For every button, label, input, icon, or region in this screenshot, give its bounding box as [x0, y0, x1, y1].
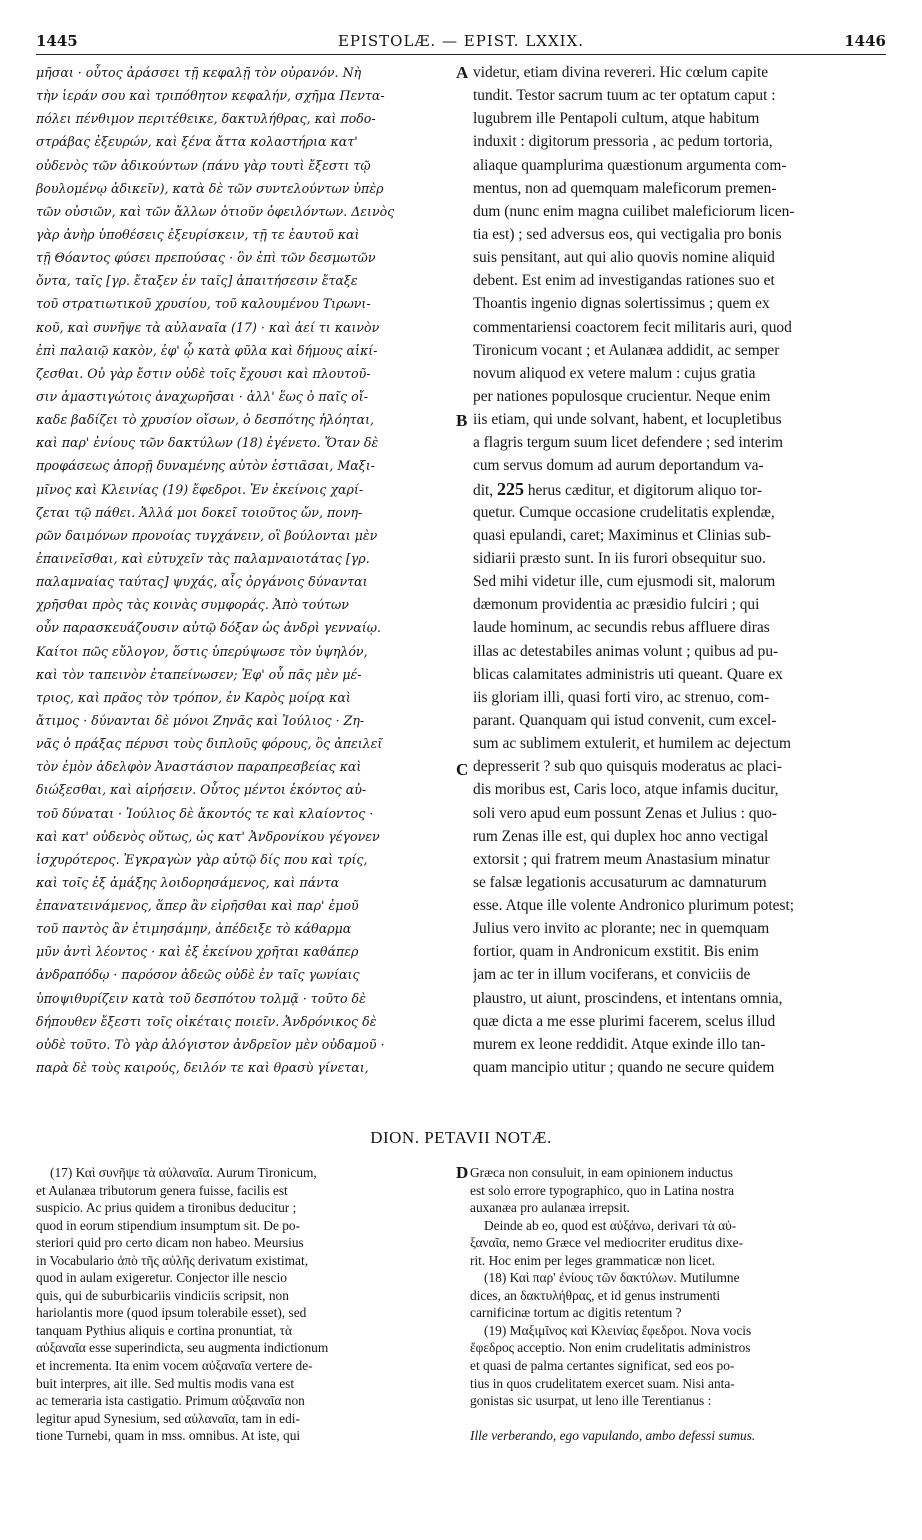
notes-title: DION. PETAVII NOTÆ.	[370, 1128, 552, 1147]
greek-line: τοῦ στρατιωτικοῦ χρυσίου, τοῦ καλουμένου Τιρωνι-	[36, 296, 371, 312]
note-line: hariolantis more (quod ipsum tolerabile esset), sed	[36, 1305, 307, 1321]
latin-line: suis pensitant, aut qui alio quovis nomine aliquid	[473, 249, 775, 267]
note-line: (19) Μαξιμῖνος καὶ Κλεινίας ἔφεδροι. Nova vocis	[484, 1322, 752, 1338]
margin-letter-a: A	[456, 63, 469, 82]
greek-line: χρῆσθαι πρὸς τὰς κοινὰς συμφοράς. Ἀπὸ τούτων	[36, 597, 349, 613]
greek-line: μῖνος καὶ Κλεινίας (19) ἔφεδροι. Ἐν ἐκείνοις χαρί-	[36, 481, 364, 497]
greek-line: ζεται τῷ πάθει. Ἀλλά μοι δοκεῖ τοιοῦτος ὤν, πονη-	[36, 504, 363, 520]
greek-line: ὄντα, ταῖς [γρ. ἔταξεν ἐν ταῖς] ἀπαιτήσεσιν ἔταξε	[36, 273, 358, 289]
note-line: et Aulanæa tributorum genera fuisse, facilis est	[36, 1182, 288, 1198]
greek-line: προφάσεως ἀπορῇ δυναμένης αὐτὸν ἑστιᾶσαι, Μαξι-	[36, 458, 375, 474]
greek-line: τῶν οὐσιῶν, καὶ τῶν ἄλλων ὁτιοῦν ὀφειλόντων. Δεινὸς	[36, 203, 395, 219]
latin-line: Julius vero invito ac plorante; nec in quemquam	[473, 920, 770, 938]
notes-left-column	[36, 1164, 450, 1445]
running-header	[36, 32, 886, 55]
greek-text-column	[36, 61, 454, 1079]
note-line: gonistas sic usurpat, ut leno ille Terentianus :	[470, 1393, 712, 1409]
greek-line: ἄτιμος · δύνανται δὲ μόνοι Ζηνᾶς καὶ Ἰούλιος · Ζη-	[36, 712, 365, 728]
greek-line: δήπουθεν ἔξεστι τοῖς οἰκέταις ποιεῖν. Ἀνδρόνικος δὲ	[36, 1013, 377, 1029]
latin-line: rum Zenas ille est, qui duplex hoc anno vectigal	[473, 827, 769, 845]
latin-line: dum (nunc enim magna cuilibet maleficiorum licen-	[473, 202, 795, 220]
running-title: EPISTOLÆ. — EPIST. LXXIX.	[337, 32, 585, 50]
greek-line: παρὰ δὲ τοὺς καιρούς, δειλόν τε καὶ θρασὺ γίνεται,	[36, 1060, 369, 1076]
greek-line: ἐπαινεῖσθαι, καὶ εὐτυχεῖν τὰς παλαμναιοτάτας [γρ.	[36, 550, 370, 566]
latin-line: quasi epulandi, caret; Maximinus et Clinias sub-	[473, 526, 771, 544]
note-line: tius in quos crudelitatem exercet suam. Nisi anta-	[470, 1375, 735, 1391]
greek-line: καὶ τοῖς ἐξ ἁμάξης λοιδορησάμενος, καὶ πάντα	[36, 874, 340, 890]
latin-line-end: herus cæditur, et digitorum aliquo tor-	[527, 481, 762, 499]
greek-line: πόλει πένθιμον περιτέθεικε, δακτυλήθρας, καὶ ποδο-	[36, 111, 376, 127]
note-line: buit interpres, ait ille. Sed multis modis vana est	[36, 1375, 295, 1391]
latin-line: cum servus domum ad aurum deportandum va-	[473, 457, 764, 475]
latin-line: per nationes populosque crucientur. Neque enim	[473, 387, 771, 405]
note-line: Deinde ab eo, quod est αὐξάνω, derivari τὰ αὐ-	[484, 1217, 737, 1233]
note-line: est solo errore typographico, quo in Latina nostra	[470, 1182, 735, 1198]
greek-line: στράβας ἐξευρών, καὶ ξένα ἄττα κολαστήρια κατ'	[36, 134, 358, 150]
edition-page-number: 225	[496, 478, 524, 499]
latin-line: a flagris tergum suum licet defendere ; sed interim	[473, 434, 783, 452]
latin-line: sum ac sublimem extulerit, et humilem ac dejectum	[473, 735, 791, 753]
greek-line: τοῦ παντὸς ἂν ἐτιμησάμην, ἀπέδειξε τὸ κάθαρμα	[36, 921, 352, 937]
greek-line: τριος, καὶ πρᾶος τὸν τρόπον, ἐν Καρὸς μοίρᾳ καὶ	[36, 689, 351, 705]
greek-line: μῦν ἀντὶ λέοντος · καὶ ἐξ ἐκείνου χρῆται καθάπερ	[36, 944, 359, 960]
latin-line: quetur. Cumque occasione crudelitatis explendæ,	[473, 503, 775, 521]
latin-line-start: dit,	[473, 481, 497, 499]
note-line: quod in aulam exigeretur. Conjector ille nescio	[36, 1270, 288, 1286]
greek-line: κοῦ, καὶ συνῆψε τὰ αὐλαναῖα (17) · καὶ ἀεί τι καινὸν	[36, 319, 380, 335]
note-line: αὐξαναῖα esse superindicta, seu augmenta indictionum	[36, 1340, 329, 1356]
greek-line: γὰρ ἀνὴρ ὑποθέσεις ἐξευρίσκειν, τῇ τε ἑαυτοῦ καὶ	[36, 226, 360, 242]
note-line: auxanæa pro aulanæa irrepsit.	[470, 1200, 630, 1216]
greek-line: Καίτοι πῶς εὔλογον, ὅστις ὑπερύψωσε τὸν ὑψηλόν,	[36, 643, 368, 659]
margin-letter-c: C	[456, 760, 469, 779]
margin-letter-b: B	[456, 411, 468, 430]
latin-line: lugubrem ille Pentapoli cultum, atque habitum	[473, 110, 760, 128]
latin-line: fortior, quam in Andronicum exstitit. Bis enim	[473, 943, 759, 961]
latin-line: depresserit ? sub quo quisquis moderatus ac placi-	[473, 758, 783, 776]
page-number-left: 1445	[36, 32, 78, 50]
margin-letter-d: D	[456, 1163, 469, 1182]
latin-text-column	[473, 61, 887, 1079]
latin-line: se falsæ legationis accusaturum ac damnaturum	[473, 873, 767, 891]
latin-line: quam mancipio utitur ; quando ne secure quidem	[473, 1059, 775, 1077]
note-line: et incrementa. Ita enim vocem αὐξαναῖα vertere de-	[36, 1358, 313, 1374]
greek-line: καὶ κατ' οὐδενὸς οὕτως, ὡς κατ' Ἀνδρονίκου γέγονεν	[36, 828, 380, 844]
latin-line	[473, 478, 887, 501]
note-line: carnificinæ tortum ac digitis retentum ?	[470, 1305, 682, 1321]
greek-line: τὴν ἱεράν σου καὶ τριπόθητον κεφαλήν, σχῆμα Πεντα-	[36, 88, 385, 104]
latin-line: iis gloriam illi, quasi forti viro, ac strenuo, com-	[473, 688, 770, 706]
latin-line: blicas calamitates administris uti queant. Quare ex	[473, 665, 783, 683]
latin-line: debent. Est enim ad investigandas rationes suo et	[473, 272, 775, 290]
latin-line: dæmonum providentia ac præsidio fulciri ; qui	[473, 596, 760, 614]
notes-right-column	[470, 1164, 888, 1445]
note-line: ξαναῖα, nemo Græce vel mediocriter eruditus dixe-	[470, 1235, 744, 1251]
greek-line: καὶ παρ' ἐνίους τῶν δακτύλων (18) ἐγένετο. Ὅταν δὲ	[36, 435, 379, 451]
note-line: ac temeraria ista castigatio. Primum αὐξαναῖα non	[36, 1393, 305, 1409]
latin-line: quæ dicta a me esse plurimi facerem, scelus illud	[473, 1012, 776, 1030]
greek-line: νᾶς ὁ πράξας πέρυσι τοὺς διπλοῦς φόρους, ὃς ἀπειλεῖ	[36, 736, 383, 752]
latin-line: Thoantis ingenio dignas solertissimus ; quem ex	[473, 295, 770, 313]
greek-line: ἀνδραπόδῳ · παρόσον ἀδεῶς οὐδὲ ἐν ταῖς γωνίαις	[36, 967, 360, 983]
note-line: quod in eorum stipendium insumptum sit. De po-	[36, 1217, 301, 1233]
latin-line: laude hominum, ac secundis rebus affluere diras	[473, 619, 770, 637]
latin-line: extorsit ; qui fratrem meum Anastasium minatur	[473, 850, 770, 868]
note-line: legitur apud Synesium, sed αὐλαναῖα, tam in edi-	[36, 1410, 300, 1426]
greek-line: τῇ Θόαντος φύσει πρεπούσας · ὃν ἐπὶ τῶν δεσμωτῶν	[36, 250, 376, 266]
greek-line: ὑποψιθυρίζειν κατὰ τοῦ δεσπότου τολμᾷ · τοῦτο δὲ	[36, 990, 366, 1006]
greek-line: τοῦ δύναται · Ἰούλιος δὲ ἄκοντός τε καὶ κλαίοντος ·	[36, 805, 374, 821]
greek-line: καὶ τὸν ταπεινὸν ἐταπείνωσεν; Ἐφ' οὗ πᾶς μὲν μέ-	[36, 666, 362, 682]
latin-line: plaustro, ut aiunt, proscindens, et intentans omnia,	[473, 989, 783, 1007]
greek-line: μῆσαι · οὗτος ἀράσσει τῇ κεφαλῇ τὸν οὐρανόν. Νὴ	[36, 65, 362, 80]
note-line: (18) Καὶ παρ' ἐνίους τῶν δακτύλων. Mutilumne	[484, 1270, 740, 1286]
greek-line: βουλομένῳ ἀδικεῖν), κατὰ δὲ τῶν συντελούντων ὑπὲρ	[36, 180, 384, 196]
greek-line: οὖν παρασκευάζουσιν αὐτῷ δόξαν ὡς ἀνδρὶ γενναίῳ.	[36, 620, 382, 636]
greek-line: καδε βαδίζει τὸ χρυσίον οἴσων, ὁ δεσπότης ἠλόηται,	[36, 412, 375, 428]
greek-line: ρῶν δαιμόνων προνοίας τυγχάνειν, οἳ βούλονται μὲν	[36, 527, 378, 543]
greek-line: ζεσθαι. Οὐ γὰρ ἔστιν οὐδὲ τοῖς ἔχουσι καὶ πλουτοῦ-	[36, 365, 371, 381]
latin-line: illas ac detestabiles animas volunt ; quibus ad pu-	[473, 642, 779, 660]
note-line: suspicio. Ac prius quidem a tironibus deducitur ;	[36, 1200, 297, 1216]
latin-line: tia est) ; sed adversus eos, qui vectigalia pro bonis	[473, 225, 782, 243]
note-line: rit. Hoc enim per leges grammaticæ non licet.	[470, 1252, 716, 1268]
greek-line: διώξεσθαι, καὶ αἱρήσειν. Οὗτος μέντοι ἑκόντος αὐ-	[36, 782, 367, 798]
latin-line: dis moribus est, Caris loco, atque infamis ducitur,	[473, 781, 779, 799]
latin-line: commentariensi coactorem fecit militaris auri, quod	[473, 318, 792, 336]
note-line: (17) Καὶ συνῆψε τὰ αὐλαναῖα. Aurum Tironicum,	[50, 1165, 317, 1180]
greek-line: οὐδὲ τοῦτο. Τὸ γὰρ ἀλόγιστον ἀνδρεῖον μὲν οὐδαμοῦ ·	[36, 1036, 385, 1052]
latin-line: murem ex leone reddidit. Atque exinde illo tan-	[473, 1035, 766, 1053]
note-line: et quasi de palma certantes significat, sed eos po-	[470, 1358, 735, 1374]
latin-line: Sed mihi videtur ille, cum ejusmodi sit, malorum	[473, 573, 776, 591]
latin-line: sidiarii præsto sunt. In iis furori obsequitur suo.	[473, 549, 766, 567]
page-number-right: 1446	[844, 32, 886, 50]
latin-line: iis etiam, qui unde solvant, habent, et locupletibus	[473, 411, 782, 429]
note-line: in Vocabulario ἀπὸ τῆς αὐλῆς derivatum existimat,	[36, 1252, 309, 1268]
greek-line: παλαμναίας ταύτας] ψυχάς, αἷς ὀργάνοις δύνανται	[36, 574, 368, 590]
note-line: tione Turnebi, quam in mss. omnibus. At iste, qui	[36, 1428, 301, 1444]
note-line: tanquam Pythius aliquis e cortina pronuntiat, τὰ	[36, 1322, 292, 1338]
greek-line: τὸν ἐμὸν ἀδελφὸν Ἀναστάσιον παραπρεσβείας καὶ	[36, 759, 362, 775]
latin-line: esse. Atque ille volente Andronico plurimum potest;	[473, 897, 795, 915]
latin-line: mentus, non ad quemquam maleficorum premen-	[473, 179, 777, 197]
latin-line: novum aliquod ex vetere malum : cujus gratia	[473, 364, 756, 382]
note-line: steriori quid pro certo dicam non habeo. Meursius	[36, 1235, 304, 1251]
greek-line: σιν ἀμαστιγώτοις ἀναχωρῆσαι · ἀλλ' ἕως ὁ παῖς οἴ-	[36, 388, 368, 404]
latin-line: jam ac ter in illum vociferans, et conviciis de	[473, 966, 751, 984]
note-line: ἔφεδρος acceptio. Non enim crudelitatis administros	[470, 1340, 751, 1356]
greek-line: ἰσχυρότερος. Ἐγκραγὼν γὰρ αὐτῷ δίς που καὶ τρίς,	[36, 851, 368, 867]
greek-line: ἐπανατεινάμενος, ἅπερ ἂν εἰρῆσθαι καὶ παρ' ἐμοῦ	[36, 898, 359, 914]
latin-line: aliaque quamplurima quæstionum argumenta com-	[473, 156, 787, 174]
note-line: dices, an δακτυλήθρας, et id genus instrumenti	[470, 1287, 721, 1303]
note-line: Ille verberando, ego vapulando, ambo defessi sumus.	[470, 1428, 756, 1444]
latin-line: soli vero apud eum possunt Zenas et Julius : quo-	[473, 804, 777, 822]
note-line: Græca non consuluit, in eam opinionem inductus	[470, 1165, 733, 1180]
note-line: quis, qui de suburbicariis vindiciis scripsit, non	[36, 1287, 289, 1303]
latin-line: induxit : digitorum pressoria , ac pedum tortoria,	[473, 133, 773, 151]
latin-line: parant. Quanquam qui istud convenit, cum excel-	[473, 711, 777, 729]
latin-line: Tironicum vocant ; et Aulanæa addidit, ac semper	[473, 341, 780, 359]
greek-line: οὐδενὸς τῶν ἀδικούντων (πάνυ γὰρ τουτὶ ἔξεστι τῷ	[36, 157, 371, 173]
latin-line: tundit. Testor sacrum tuum ac ter optatum caput :	[473, 87, 776, 105]
note-line	[470, 1410, 888, 1428]
greek-line: ἐπὶ παλαιῷ κακὸν, ἐφ' ᾧ κατὰ φῦλα καὶ δήμους αἰκί-	[36, 342, 378, 358]
latin-line: videtur, etiam divina revereri. Hic cœlum capite	[473, 64, 769, 81]
